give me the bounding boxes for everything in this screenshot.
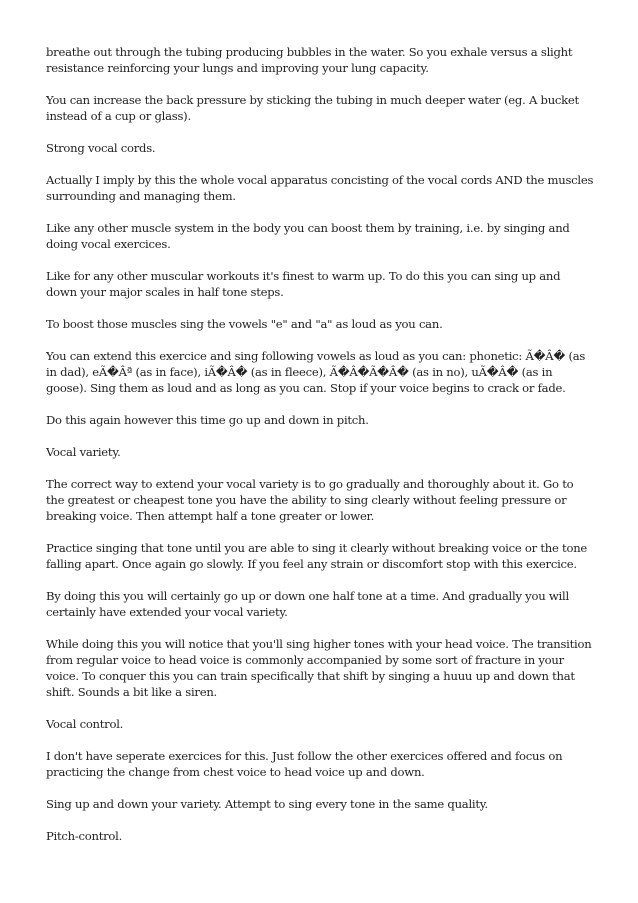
paragraph-head-voice: While doing this you will notice that you'll sing higher tones with your head voice. The transition from regular voice to head voice is commonly accompanied by some sort of fracture in your voice. To conquer this you can train specifically that shift by singing a huuu up and down that shift. Sounds a bit like a siren.	[46, 637, 592, 699]
paragraph-back-pressure: You can increase the back pressure by sticking the tubing in much deeper water (eg. A bucket instead of a cup or glass).	[46, 93, 579, 123]
paragraph-pitch-up-down: Do this again however this time go up and down in pitch.	[46, 413, 369, 427]
paragraph-half-tone: By doing this you will certainly go up or down one half tone at a time. And gradually you will certainly have extended your vocal variety.	[46, 589, 569, 619]
paragraph-practice-tone: Practice singing that tone until you are able to sing it clearly without breaking voice or the tone falling apart. Once again go slowly. If you feel any strain or discomfort stop with this exercice.	[46, 541, 588, 571]
paragraph-boost-by-training: Like any other muscle system in the body you can boost them by training, i.e. by singing and doing vocal exercices.	[46, 221, 570, 251]
paragraph-same-quality: Sing up and down your variety. Attempt to sing every tone in the same quality.	[46, 797, 488, 811]
paragraph-lung-capacity: breathe out through the tubing producing bubbles in the water. So you exhale versus a slight resistance reinforcing your lungs and improving your lung capacity.	[46, 45, 573, 75]
paragraph-vocal-apparatus: Actually I imply by this the whole vocal apparatus concisting of the vocal cords AND the muscles surrounding and managing them.	[46, 173, 594, 203]
paragraph-chest-to-head: I don't have seperate exercices for this. Just follow the other exercices offered and focus on practicing the change from chest voice to head voice up and down.	[46, 749, 563, 779]
paragraph-vowels-loud: To boost those muscles sing the vowels "e" and "a" as loud as you can.	[46, 317, 443, 331]
document-page	[46, 44, 594, 860]
paragraph-warm-up: Like for any other muscular workouts it's finest to warm up. To do this you can sing up and down your major scales in half tone steps.	[46, 269, 561, 299]
heading-vocal-control: Vocal control.	[46, 717, 124, 731]
paragraph-extend-variety: The correct way to extend your vocal variety is to go gradually and thoroughly about it. Go to the greatest or cheapest tone you have the ability to sing clearly without feeling pressure or breaking voice. Then attempt half a tone greater or lower.	[46, 477, 574, 523]
heading-vocal-variety: Vocal variety.	[46, 445, 121, 459]
heading-pitch-control: Pitch-control.	[46, 829, 123, 843]
heading-strong-vocal-cords: Strong vocal cords.	[46, 141, 156, 155]
paragraph-extend-exercice: You can extend this exercice and sing following vowels as loud as you can: phonetic: Ã�Â� (as in dad), eÃ�Âª (as in face), iÃ�Â� (as in fleece), Ã�Â�Ã�Â� (as in no), uÃ�Â� (as in goose). Sing them as loud and as long as you can. Stop if your voice begins to crack or fade.	[46, 349, 586, 395]
